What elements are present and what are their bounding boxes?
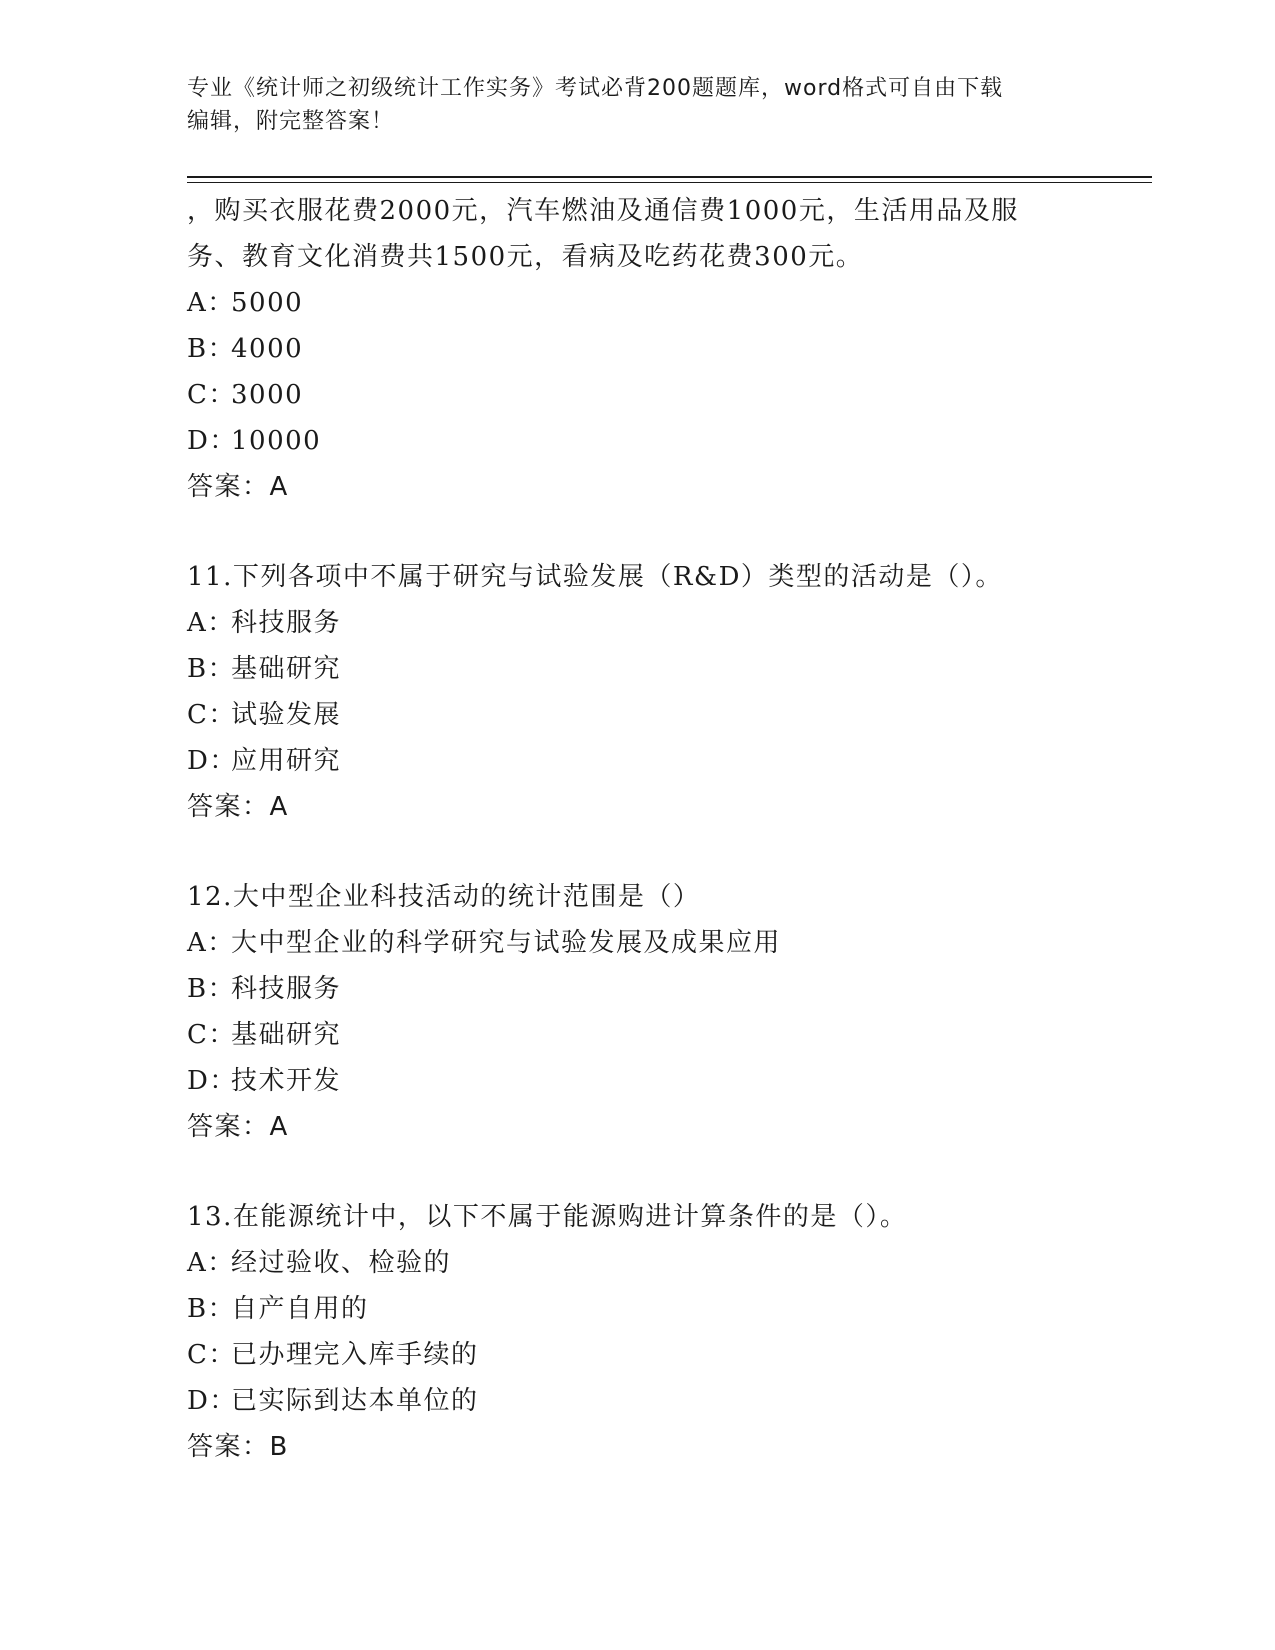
option-c bbox=[187, 1332, 1147, 1378]
option-a bbox=[187, 600, 1147, 646]
option-key: B： bbox=[187, 1294, 236, 1324]
question-continuation bbox=[187, 188, 1147, 510]
option-key: D： bbox=[187, 426, 237, 456]
spacer bbox=[187, 830, 1147, 874]
answer-line: 答案：A bbox=[187, 472, 289, 502]
question-12 bbox=[187, 874, 1147, 1150]
question-stem-line: ，购买衣服花费2000元，汽车燃油及通信费1000元，生活用品及服 bbox=[187, 196, 1019, 226]
spacer bbox=[187, 1150, 1147, 1194]
answer-line: 答案：B bbox=[187, 1432, 289, 1462]
option-text: 已办理完入库手续的 bbox=[231, 1340, 479, 1370]
option-key: B： bbox=[187, 654, 236, 684]
option-text: 4000 bbox=[231, 334, 304, 364]
header-rule-thin bbox=[187, 182, 1152, 183]
option-text: 经过验收、检验的 bbox=[231, 1248, 452, 1278]
option-d bbox=[187, 418, 1147, 464]
option-c bbox=[187, 372, 1147, 418]
header-rule-thick bbox=[187, 176, 1152, 178]
question-stem: 11.下列各项中不属于研究与试验发展（R&D）类型的活动是（）。 bbox=[187, 562, 1003, 592]
question-stem-line: 务、教育文化消费共1500元，看病及吃药花费300元。 bbox=[187, 242, 864, 272]
option-key: D： bbox=[187, 1066, 237, 1096]
option-b bbox=[187, 326, 1147, 372]
option-text: 基础研究 bbox=[231, 1020, 342, 1050]
option-b bbox=[187, 1286, 1147, 1332]
question-13 bbox=[187, 1194, 1147, 1470]
question-stem: 13.在能源统计中，以下不属于能源购进计算条件的是（）。 bbox=[187, 1202, 908, 1232]
option-key: C： bbox=[187, 380, 236, 410]
option-a bbox=[187, 1240, 1147, 1286]
option-key: B： bbox=[187, 334, 236, 364]
option-key: C： bbox=[187, 700, 236, 730]
spacer bbox=[187, 510, 1147, 554]
option-key: C： bbox=[187, 1340, 236, 1370]
option-b bbox=[187, 646, 1147, 692]
option-text: 5000 bbox=[231, 288, 304, 318]
option-text: 3000 bbox=[231, 380, 304, 410]
header-line-2: 编辑，附完整答案！ bbox=[187, 109, 395, 134]
option-text: 大中型企业的科学研究与试验发展及成果应用 bbox=[231, 928, 782, 958]
option-d bbox=[187, 1058, 1147, 1104]
option-key: A： bbox=[187, 608, 235, 638]
option-key: B： bbox=[187, 974, 236, 1004]
option-key: A： bbox=[187, 928, 235, 958]
option-text: 10000 bbox=[231, 426, 322, 456]
option-text: 应用研究 bbox=[231, 746, 342, 776]
option-key: A： bbox=[187, 1248, 235, 1278]
option-b bbox=[187, 966, 1147, 1012]
option-text: 科技服务 bbox=[231, 974, 342, 1004]
answer-line: 答案：A bbox=[187, 1112, 289, 1142]
option-text: 自产自用的 bbox=[231, 1294, 369, 1324]
option-key: A： bbox=[187, 288, 235, 318]
question-11 bbox=[187, 554, 1147, 830]
option-text: 科技服务 bbox=[231, 608, 342, 638]
document-header bbox=[187, 72, 1067, 138]
option-d bbox=[187, 738, 1147, 784]
header-line-1: 专业《统计师之初级统计工作实务》考试必背200题题库，word格式可自由下载 bbox=[187, 76, 1004, 101]
option-text: 技术开发 bbox=[231, 1066, 342, 1096]
option-a bbox=[187, 920, 1147, 966]
option-text: 基础研究 bbox=[231, 654, 342, 684]
option-d bbox=[187, 1378, 1147, 1424]
option-key: C： bbox=[187, 1020, 236, 1050]
option-key: D： bbox=[187, 746, 237, 776]
option-text: 试验发展 bbox=[231, 700, 342, 730]
option-text: 已实际到达本单位的 bbox=[231, 1386, 479, 1416]
document-body bbox=[187, 188, 1147, 1470]
option-key: D： bbox=[187, 1386, 237, 1416]
answer-line: 答案：A bbox=[187, 792, 289, 822]
option-a bbox=[187, 280, 1147, 326]
option-c bbox=[187, 692, 1147, 738]
option-c bbox=[187, 1012, 1147, 1058]
question-stem: 12.大中型企业科技活动的统计范围是（） bbox=[187, 882, 701, 912]
